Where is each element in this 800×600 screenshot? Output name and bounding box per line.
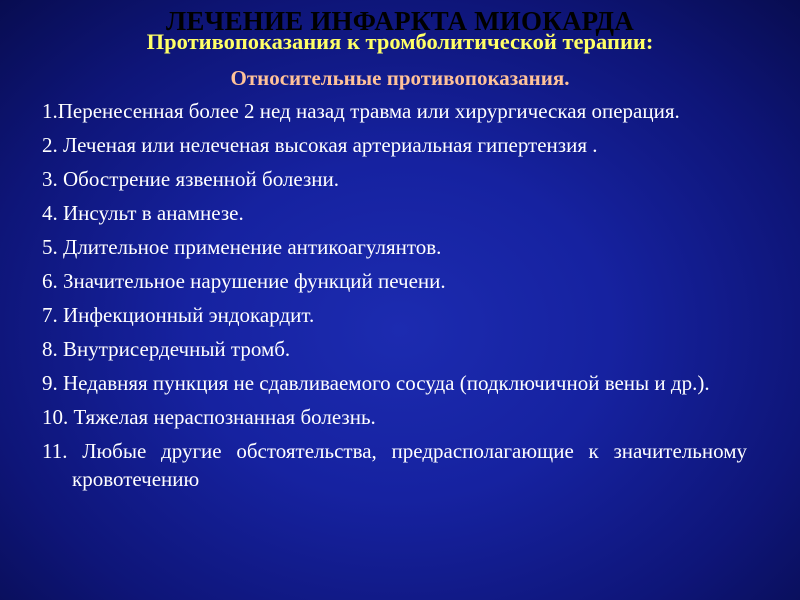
list-item bbox=[42, 369, 747, 397]
list-item bbox=[42, 199, 747, 227]
item-text: Значительное нарушение функций печени. bbox=[63, 269, 446, 293]
item-number: 10. bbox=[42, 405, 74, 429]
item-text: Инсульт в анамнезе. bbox=[63, 201, 244, 225]
item-number: 11. bbox=[42, 439, 83, 463]
list-item bbox=[42, 437, 747, 493]
slide-title: ЛЕЧЕНИЕ ИНФАРКТА МИОКАРДА bbox=[166, 6, 634, 36]
item-number: 6. bbox=[42, 269, 63, 293]
item-text: Любые другие обстоятельства, предрасполагающие к значительному кровотечению bbox=[72, 439, 747, 491]
item-text: Недавняя пункция не сдавливаемого сосуда (подключичной вены и др.). bbox=[63, 371, 710, 395]
list-item bbox=[42, 403, 747, 431]
item-text: Перенесенная более 2 нед назад травма или хирургическая операция. bbox=[57, 99, 680, 123]
list-item bbox=[42, 267, 747, 295]
list-item bbox=[42, 335, 747, 363]
item-text: Леченая или нелеченая высокая артериальная гипертензия . bbox=[63, 133, 598, 157]
item-text: Обострение язвенной болезни. bbox=[63, 167, 340, 191]
item-number: 5. bbox=[42, 235, 63, 259]
list-item bbox=[42, 97, 747, 125]
item-number: 4. bbox=[42, 201, 63, 225]
list-item bbox=[42, 165, 747, 193]
item-text: Инфекционный эндокардит. bbox=[63, 303, 315, 327]
slide-subtitle: Противопоказания к тромболитической терапии: bbox=[146, 29, 654, 54]
item-text: Тяжелая нераспознанная болезнь. bbox=[73, 405, 376, 429]
list-item bbox=[42, 233, 747, 261]
item-text: Длительное применение антикоагулянтов. bbox=[63, 235, 442, 259]
item-number: 1. bbox=[42, 99, 58, 123]
item-number: 7. bbox=[42, 303, 63, 327]
list-item bbox=[42, 301, 747, 329]
item-number: 8. bbox=[42, 337, 63, 361]
section-heading: Относительные противопоказания. bbox=[230, 66, 570, 90]
item-number: 2. bbox=[42, 133, 63, 157]
contraindications-list bbox=[42, 97, 747, 499]
list-item bbox=[42, 131, 747, 159]
item-number: 3. bbox=[42, 167, 63, 191]
item-text: Внутрисердечный тромб. bbox=[63, 337, 291, 361]
item-number: 9. bbox=[42, 371, 63, 395]
